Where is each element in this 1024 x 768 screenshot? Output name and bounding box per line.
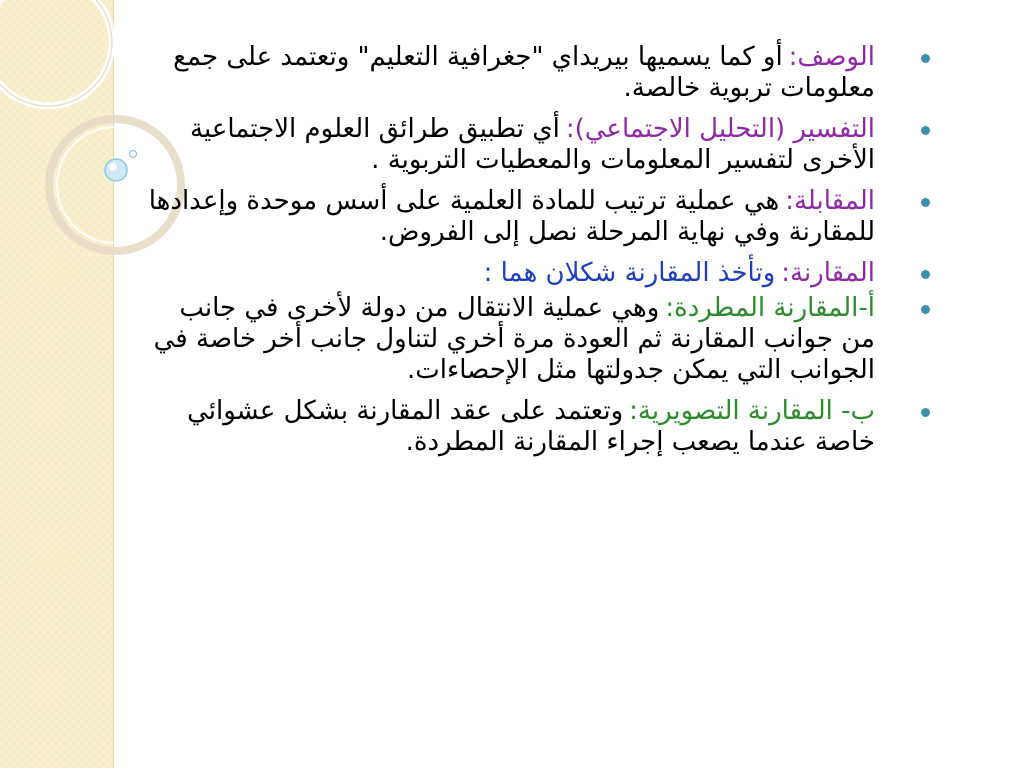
bullet-text: وتعتمد على عقد المقارنة بشكل عشوائي خاصة عندما يصعب إجراء المقارنة المطردة. bbox=[187, 396, 875, 457]
term-label: أ-المقارنة المطردة: bbox=[665, 293, 875, 323]
bullet-description bbox=[140, 42, 930, 104]
bullet-dot-icon bbox=[921, 305, 930, 314]
bullet-dot-icon bbox=[921, 54, 930, 63]
term-label: الوصف: bbox=[788, 42, 875, 72]
bullet-text: وتأخذ المقارنة شكلان هما : bbox=[483, 258, 776, 288]
bullet-interpretation bbox=[140, 114, 930, 176]
bullet-text: وهي عملية الانتقال من دولة لأخرى في جانب من جوانب المقارنة ثم العودة مرة أخري لتناول جانب أخر خاصة في الجوانب التي يمكن جدولتها مثل الإحصاءات. bbox=[153, 293, 875, 385]
bullet-text: هي عملية ترتيب للمادة العلمية على أسس موحدة وإعدادها للمقارنة وفي نهاية المرحلة نصل إلى الفروض. bbox=[148, 186, 875, 247]
term-label: المقابلة: bbox=[785, 186, 875, 216]
slide-content bbox=[140, 42, 930, 468]
bullet-successive-comparison bbox=[140, 293, 930, 386]
bullet-list bbox=[140, 42, 930, 458]
bullet-dot-icon bbox=[921, 198, 930, 207]
bullet-dot-icon bbox=[921, 126, 930, 135]
term-label: التفسير (التحليل الاجتماعي): bbox=[565, 114, 875, 144]
bullet-dot-icon bbox=[921, 408, 930, 417]
bullet-text: أو كما يسميها بيريداي "جغرافية التعليم" وتعتمد على جمع معلومات تربوية خالصة. bbox=[173, 42, 875, 103]
bullet-juxtaposition bbox=[140, 186, 930, 248]
term-label: المقارنة: bbox=[781, 258, 875, 288]
term-label: ب- المقارنة التصويرية: bbox=[629, 396, 875, 426]
bullet-illustrative-comparison bbox=[140, 396, 930, 458]
bullet-comparison bbox=[140, 258, 930, 289]
bullet-text: أي تطبيق طرائق العلوم الاجتماعية الأخرى لتفسير المعلومات والمعطيات التربوية . bbox=[190, 114, 875, 175]
bullet-dot-icon bbox=[921, 270, 930, 279]
